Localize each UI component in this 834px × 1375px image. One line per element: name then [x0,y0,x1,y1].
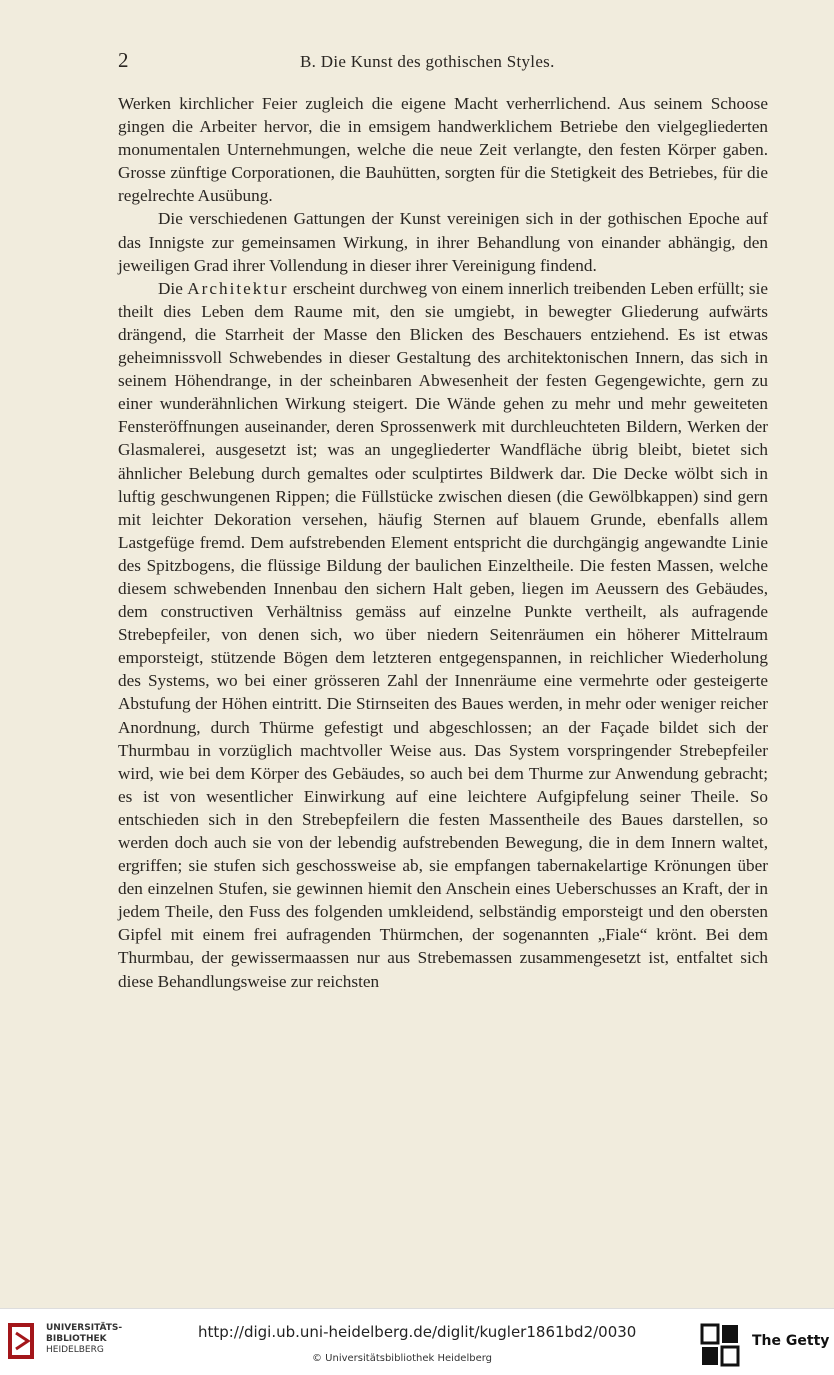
library-name [46,1323,122,1356]
library-name-line2: BIBLIOTHEK [46,1334,107,1344]
page-number: 2 [118,48,129,72]
paragraph-2: Die verschiedenen Gattungen der Kunst vereinigen sich in der gothischen Epoche auf das Innigste zur gemeinsamen Wirkung, in ihrer Behandlung von einander abhängig, den jeweiligen Grad ihrer Vollendung in dieser ihrer Vereinigung findend. [118,209,768,275]
viewer-footer [0,1308,834,1375]
library-name-line3: HEIDELBERG [46,1345,104,1355]
university-library-logo-icon [8,1321,40,1361]
library-name-line1: UNIVERSITÄTS- [46,1323,123,1333]
paragraph-3 [118,277,768,993]
paragraph-3-text: erscheint durchweg von einem innerlich treibenden Leben erfüllt; sie theilt dies Leben dem Raume mit, den sie umgiebt, in bewegter Gliederung aufwärts drängend, die Starrheit der Masse den Blicken des Beschauers entziehend. Es ist etwas geheimnissvoll Schwebendes in dieser Gestaltung des architektonischen Innern, das sich in seinem Höhendrange, in der scheinbaren Abwesenheit der festen Gegengewichte, gern zu einer wunderähnlichen Wirkung steigert. Die Wände gehen zu mehr und mehr geweiteten Fensteröffnungen auseinander, deren Sprossenwerk mit durchleuchteten Bildern, Werken der Glasmalerei, ausgesetzt ist; was an ungegliederter Wandfläche übrig bleibt, bietet sich ähnlicher Belebung durch gemaltes oder sculptirtes Bildwerk dar. Die Decke wölbt sich in luftig geschwungenen Rippen; die Füllstücke zwischen diesen (die Gewölbkappen) sind gern mit leichter Dekoration versehen, häufig Sternen auf blauem Grunde, ebenfalls allem Lastgefüge fremd. Dem aufstrebenden Element entspricht die durchgängig angewandte Linie des Spitzbogens, die flüssige Bildung der baulichen Einzeltheile. Die festen Massen, welche diesem schwebenden Innenbau den sichern Halt geben, liegen im Aeussern des Gebäudes, dem constructiven Verhältniss gemäss auf einzelne Punkte vertheilt, als aufragende Strebepfeiler, von denen sich, wo über niedern Seitenräumen ein höherer Mittelraum emporsteigt, stützende Bögen dem letzteren entgegenspannen, in reichlicher Wiederholung des Systems, wo bei einer grösseren Zahl der Innenräume eine vermehrte oder gesteigerte Abstufung der Höhen eintritt. Die Stirnseiten des Baues werden, in mehr oder weniger reicher Anordnung, durch Thürme gefestigt und abgeschlossen; an der Façade bildet sich der Thurmbau in vorzüglich machtvoller Weise aus. Das System vorspringender Strebepfeiler wird, wie bei dem Körper des Gebäudes, so auch bei dem Thurme zur Anwendung gebracht; es ist von wesentlicher Einwirkung auf eine leichtere Aufgipfelung seiner Theile. So entschieden sich in den Strebepfeilern die festen Massentheile des Baues darstellen, so werden doch auch sie von der lebendig aufstrebenden Bewegung, die in dem Innern waltet, ergriffen; sie stufen sich geschossweise ab, sie empfangen tabernakelartige Krönungen über den einzelnen Stufen, sie gewinnen hiemit den Anschein eines Ueberschusses an Kraft, der in jedem Theile, den Fuss des folgenden umkleidend, selbständig emporsteigt und den obersten Gipfel mit einem frei aufragenden Thürmchen, der sogenannten „Fiale“ krönt. Bei dem Thurmbau, der gewissermaassen nur aus Strebemassen zusammengesetzt ist, entfaltet sich diese Behandlungsweise zur reichsten [118,278,769,991]
paragraph-1: Werken kirchlicher Feier zugleich die eigene Macht verherrlichend. Aus seinem Schoose gingen die Arbeiter hervor, die in emsigem handwerklichem Betriebe den vielgegliederten monumentalen Unternehmungen, welche die neue Zeit verlangte, den festen Körper gaben. Grosse zünftige Corporationen, die Bauhütten, sorgten für die Stetigkeit des Betriebes, für die regelrechte Ausübung. [118,94,768,206]
getty-logo-icon [700,1323,740,1367]
paragraph-3-lead: Die [158,278,183,298]
permalink-url[interactable]: http://digi.ub.uni-heidelberg.de/diglit/kugler1861bd2/0030 [198,1323,637,1341]
copyright-notice: © Universitätsbibliothek Heidelberg [312,1353,493,1364]
page-header [118,48,768,76]
architektur-term: Architektur [187,278,289,298]
running-head: B. Die Kunst des gothischen Styles. [300,52,555,71]
body-text [118,92,768,993]
getty-label: The Getty [752,1333,830,1349]
